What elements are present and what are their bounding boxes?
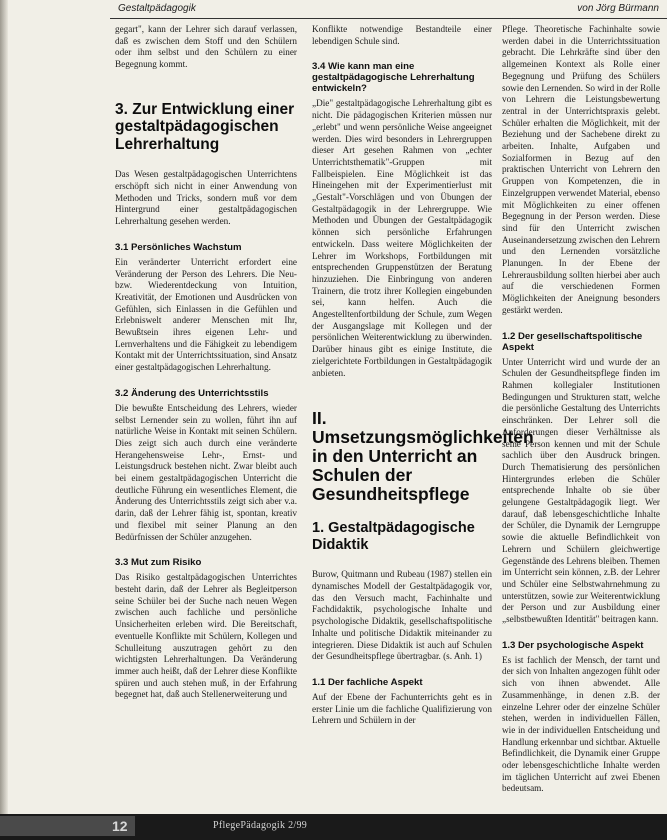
page-binding-edge	[0, 0, 8, 840]
subheading-1-1: 1.1 Der fachliche Aspekt	[312, 676, 423, 688]
journal-name: PflegePädagogik 2/99	[213, 820, 308, 831]
column-3	[502, 24, 660, 808]
page-number: 12	[112, 818, 128, 834]
paragraph-intro-col3: Pflege. Theoretische Fachinhalte sowie werden dabei in die Unterrichtssituation gebracht. Die Lehrkräfte sind über den allgemeinen Kontext als Rolle einer Begegnung und Prüfung des Schülers sowie den Lernenden. So wird in der Rolle von Lehrern die Leistungsbewertung zentral in der Unterrichtspraxis gelebt. Schüler erhalten die Möglichkeit, mit der Beziehung und der Sachebene direkt zu arbeiten. Inhalte, Aufgaben und Sozialformen in Bezug auf den praktischen Unterricht von Lehrern den Gruppen von Kompetenzen, die in Einzelgruppen verwendet Material, ebenso mit Möglichkeiten zu einer offenen Begegnung in der Person werden. Diese sind für den Unterricht zwischen Auseinandersetzung zwischen den Lehrern und den Lernenden vorsätzliche Planungen. In der Ebene der Lehrerausbildung sollten hierbei aber auch auf die verschiedenen Formen Möglichkeiten der Aneignung besonders gestärkt werden.	[502, 24, 660, 315]
section-heading-3: 3. Zur Entwicklung einer gestaltpädagogischen Lehrerhaltung	[115, 100, 295, 153]
paragraph-section-3: Das Wesen gestaltpädagogischen Unterrichtens erschöpft sich nicht in einer Anwendung von Methoden und Tricks, sondern muß vor dem Hintergrund einer gestaltpädagogischen Lehrerhaltung gesehen werden.	[115, 169, 297, 227]
paragraph-3-3: Das Risiko gestaltpädagogischen Unterrichtes besteht darin, daß der Lehrer als Begleitperson seine Schüler bei der Suche nach neuen Wegen zwischen auch fachliche und persönliche Unsicherheiten erleben wird. Die Bereitschaft, eventuelle Konflikte mit Schülern, Kollegen und Schulleitung auszutragen gehört zu den wichtigsten Lehrerhaltungen. Da Veränderung immer auch heißt, daß der Lehrer diese Konflikte spüren und auch stehen muß, in der Erfahrung begegnet hat, daß auch Stellenerweiterung und	[115, 572, 297, 700]
paragraph-1: Burow, Quitmann und Rubeau (1987) stellen ein dynamisches Modell der Gestaltpädagogik vor, das den Versuch macht, Fachinhalte und Fachdidaktik, psychologische Inhalte und psychologische Didaktik, gesellschaftspolitische Inhalte und politische Didaktik miteinander zu integrieren. Diese Didaktik ist auch auf Schulen der Gesundheitspflege übertragbar. (s. Anh. 1)	[312, 569, 492, 662]
paragraph-3-4: „Die" gestaltpädagogische Lehrerhaltung gibt es nicht. Die pädagogischen Kriterien müssen nur „erlebt" und wenn persönliche Weise angeeignet werden. Dies wird besonders in Lehrergruppen dieser Art gesehen Rahmen von „echter Unterrichtsthematik"-Gruppen mit Fallbeispielen. Eine Möglichkeit ist das Hineingehen mit der Experimentierlust mit „Gestalt"-Vorschlägen und von Übungen der Gestaltpädagogik in der Lehrergruppe. Wie Methoden und Übungen der Gestaltpädagogik können sich persönliche Erfahrungen entwickeln. Dass weitere Möglichkeiten der Lehrer im Workshops, Fortbildungen mit entsprechenden Gruppenstützen der Beratung hinzuziehen. Die Einbringung von anderen Trainern, die trotz ihrer Kollegien eingebunden sei, kann helfen. Auch die Angestelltenfortbildung der Schule, zum Wegen der Ausgangslage mit Kollegen und der persönlichen Weiterentwicklung zu überwinden. Darüber hinaus gibt es einige Institute, die zielgerichtete Fortbildungen in Gestaltpädagogik anbieten.	[312, 98, 492, 378]
paragraph-3-1: Ein veränderter Unterricht erfordert eine Veränderung der Person des Lehrers. Die Neu- bzw. Wiederentdeckung von Intuition, Kreativität, der Emotionen und Ausdrücken von Gefühlen, sich Einlassen in die Gefühlen und Erlebniswelt anderer Menschen mit Ihr, Bewußtsein ihres eigenen Lehr- und Lernverhaltens und die Fähigkeit zu lebendigem Kontakt mit der Unterrichtssituation, sind Ansatz einer gestaltpädagogischen Lehrerhaltung.	[115, 256, 297, 373]
paragraph-1-2: Unter Unterricht wird und wurde der an Schulen der Gesundheitspflege finden im Rahmen kollegialer Institutionen Bedingungen und Strukturen statt, welche die persönliche Gestaltung des Unterrichts einschränken. Der Lehrer soll die Anforderungen dieser Verhältnisse als seine Person kennen und mit der Schule sachlich über den Ausdruck bringen. Durch Thematisierung des persönlichen Hintergrundes erleben die Schüler entsprechende Inhalte ob sie über gelungene Gestaltpädagogik liegt. Wer darauf, daß lebensgeschichtliche Inhalte der Schüler, die Dynamik der Lerngruppe sowie die aktuelle Befindlichkeit von Lehrern und Schülern gleichwertige Gegenstände des Lehrens bleiben. Themen im Unterricht sein können, z.B. der Lehrer und Schüler eine Selbstwahrnehmung zu unterstützen, sowie zur Weiterentwicklung der Person und zur Ausbildung einer „selbstbewußten Identität" beitragen kann.	[502, 356, 660, 625]
paragraph-intro-col2: Konflikte notwendige Bestandteile einer lebendigen Schule sind.	[312, 24, 492, 46]
subheading-1-3: 1.3 Der psychologische Aspekt	[502, 639, 644, 651]
column-1	[115, 24, 297, 808]
running-header-right: von Jörg Bürmann	[577, 3, 659, 14]
section-heading-1: 1. Gestaltpädagogische Didaktik	[312, 520, 475, 553]
paragraph-1-3: Es ist fachlich der Mensch, der tarnt und der sich von Inhalten angezogen fühlt oder sich von ihnen abwendet. Alle Zusammenhänge, in denen z.B. der einzelne Lehrer oder der einzelne Schüler stehen, werden in individuellen Fällen, wie in der individuellen Entscheidung und Handlung erkennbar und sichtbar. Aktuelle Befindlichkeit, die Dynamik einer Gruppe oder lebensgeschichtliche Inhalte werden im täglichen Unterricht auf zwei Ebenen bedeutsam.	[502, 654, 660, 794]
paragraph-intro-col1: gegart", kann der Lehrer sich darauf verlassen, daß es zwischen dem Stoff und den Schülern oder ihm selbst und den Schülern zu einer Begegnung kommt.	[115, 24, 297, 70]
paragraph-3-2: Die bewußte Entscheidung des Lehrers, wieder selbst Lernender sein zu wollen, führt ihn auf natürliche Weise in Kontakt mit seinen Schülern. Dies zeigt sich auch durch eine veränderte Herangehensweise Lehr-, Ernst- und Leistungsdruck bestehen nicht. Zwar bleibt auch bei einem gestaltpädagogischen Unterricht die deutliche Führung ein wesentliches Element, die Änderung des Unterrichtsstils zeigt sich aber v.a. darin, daß der Lehrer fähig ist, spontan, kreativ und flexibel mit seiner Planung an den Bedürfnissen der Schüler anzugehen.	[115, 402, 297, 542]
subheading-3-3: 3.3 Mut zum Risiko	[115, 557, 202, 569]
subheading-3-2: 3.2 Änderung des Unterrichtsstils	[115, 387, 269, 399]
paragraph-1-1: Auf der Ebene der Fachunterrichts geht es in erster Linie um die fachliche Qualifizierung von Lehrern und Schülern in der	[312, 691, 492, 726]
subheading-3-1: 3.1 Persönliches Wachstum	[115, 241, 242, 253]
subheading-3-4: 3.4 Wie kann man eine gestaltpädagogische Lehrerhaltung entwickeln?	[312, 61, 475, 95]
running-header-left: Gestaltpädagogik	[118, 3, 196, 14]
header-rule	[110, 18, 667, 19]
column-2	[312, 24, 534, 808]
section-heading-ii: II. Umsetzungsmöglichkeiten in den Unterricht an Schulen der Gesundheitspflege	[312, 408, 534, 505]
subheading-1-2: 1.2 Der gesellschaftspolitische Aspekt	[502, 330, 643, 353]
